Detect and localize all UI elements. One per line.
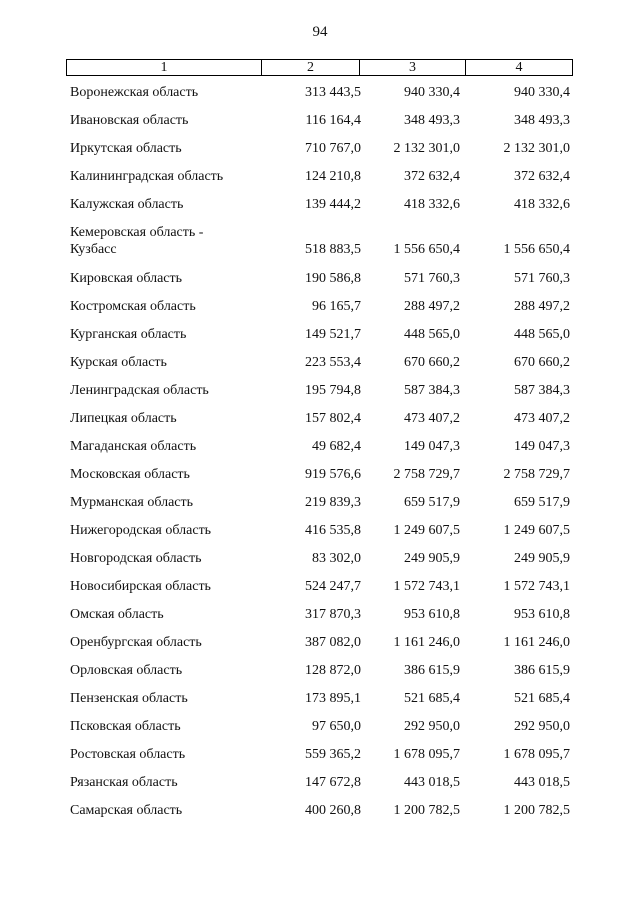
column-header-4: 4 — [515, 60, 523, 75]
column-3-value: 292 950,0 — [404, 719, 460, 734]
column-4-value: 149 047,3 — [514, 439, 570, 454]
column-4-value: 348 493,3 — [514, 113, 570, 128]
table-header — [66, 59, 573, 76]
column-3-value: 659 517,9 — [404, 495, 460, 510]
column-4-value: 443 018,5 — [514, 775, 570, 790]
region-name: Омская область — [70, 607, 164, 622]
column-2-value: 128 872,0 — [305, 663, 361, 678]
column-3-value: 2 758 729,7 — [393, 467, 460, 482]
column-4-value: 953 610,8 — [514, 607, 570, 622]
column-2-value: 173 895,1 — [305, 691, 361, 706]
region-name: Оренбургская область — [70, 635, 202, 650]
column-2-value: 317 870,3 — [305, 607, 361, 622]
column-3-value: 521 685,4 — [404, 691, 460, 706]
region-name: Ленинградская область — [70, 383, 209, 398]
region-name: Самарская область — [70, 803, 183, 818]
region-name: Курганская область — [70, 327, 187, 342]
column-3-value: 386 615,9 — [404, 663, 460, 678]
column-2-value: 219 839,3 — [305, 495, 361, 510]
column-2-value: 387 082,0 — [305, 635, 361, 650]
column-2-value: 524 247,7 — [305, 579, 361, 594]
column-2-value: 49 682,4 — [312, 439, 361, 454]
column-4-value: 571 760,3 — [514, 271, 570, 286]
column-2-value: 157 802,4 — [305, 411, 361, 426]
region-name: Иркутская область — [70, 141, 182, 156]
column-header-2: 2 — [262, 60, 360, 75]
region-name: Воронежская область — [70, 85, 199, 100]
column-4-value: 448 565,0 — [514, 327, 570, 342]
column-2-value: 400 260,8 — [305, 803, 361, 818]
column-2-value: 518 883,5 — [305, 242, 361, 257]
region-name-continued: Кузбасс — [70, 242, 117, 257]
column-4-value: 587 384,3 — [514, 383, 570, 398]
column-3-value: 443 018,5 — [404, 775, 460, 790]
column-2-value: 147 672,8 — [305, 775, 361, 790]
column-2-value: 559 365,2 — [305, 747, 361, 762]
column-2-value: 919 576,6 — [305, 467, 361, 482]
region-name: Новгородская область — [70, 551, 202, 566]
region-name: Ивановская область — [70, 113, 189, 128]
column-4-value: 1 556 650,4 — [503, 242, 570, 257]
column-4-value: 1 249 607,5 — [503, 523, 570, 538]
region-name: Псковская область — [70, 719, 181, 734]
column-2-value: 710 767,0 — [305, 141, 361, 156]
column-4-value: 1 161 246,0 — [503, 635, 570, 650]
region-name: Ростовская область — [70, 747, 186, 762]
region-name: Костромская область — [70, 299, 196, 314]
column-3-value: 348 493,3 — [404, 113, 460, 128]
region-name: Кировская область — [70, 271, 183, 286]
region-name: Рязанская область — [70, 775, 178, 790]
column-4-value: 386 615,9 — [514, 663, 570, 678]
column-3-value: 1 249 607,5 — [393, 523, 460, 538]
column-4-value: 2 758 729,7 — [503, 467, 570, 482]
column-2-value: 97 650,0 — [312, 719, 361, 734]
column-3-value: 249 905,9 — [404, 551, 460, 566]
region-name: Калининградская область — [70, 169, 224, 184]
column-3-value: 2 132 301,0 — [393, 141, 460, 156]
column-2-value: 416 535,8 — [305, 523, 361, 538]
column-4-value: 521 685,4 — [514, 691, 570, 706]
column-header-1: 1 — [67, 60, 262, 75]
column-2-value: 190 586,8 — [305, 271, 361, 286]
region-name: Московская область — [70, 467, 190, 482]
column-2-value: 313 443,5 — [305, 85, 361, 100]
column-4-value: 249 905,9 — [514, 551, 570, 566]
region-name: Пензенская область — [70, 691, 188, 706]
column-3-value: 418 332,6 — [404, 197, 460, 212]
column-3-value: 1 678 095,7 — [393, 747, 460, 762]
column-4-value: 670 660,2 — [514, 355, 570, 370]
column-4-value: 940 330,4 — [514, 85, 570, 100]
column-4-value: 372 632,4 — [514, 169, 570, 184]
column-4-value: 418 332,6 — [514, 197, 570, 212]
column-2-value: 83 302,0 — [312, 551, 361, 566]
column-3-value: 448 565,0 — [404, 327, 460, 342]
column-4-value: 1 572 743,1 — [503, 579, 570, 594]
region-name: Калужская область — [70, 197, 184, 212]
region-name: Нижегородская область — [70, 523, 212, 538]
column-header-3: 3 — [360, 60, 466, 75]
column-4-value: 1 678 095,7 — [503, 747, 570, 762]
column-2-value: 124 210,8 — [305, 169, 361, 184]
column-3-value: 1 200 782,5 — [393, 803, 460, 818]
column-3-value: 940 330,4 — [404, 85, 460, 100]
column-3-value: 1 572 743,1 — [393, 579, 460, 594]
column-3-value: 1 556 650,4 — [393, 242, 460, 257]
column-3-value: 587 384,3 — [404, 383, 460, 398]
region-name: Курская область — [70, 355, 167, 370]
column-4-value: 473 407,2 — [514, 411, 570, 426]
column-3-value: 571 760,3 — [404, 271, 460, 286]
region-name: Липецкая область — [70, 411, 177, 426]
column-3-value: 288 497,2 — [404, 299, 460, 314]
column-3-value: 149 047,3 — [404, 439, 460, 454]
column-2-value: 116 164,4 — [305, 113, 361, 128]
region-name: Кемеровская область - — [70, 225, 204, 240]
column-4-value: 1 200 782,5 — [503, 803, 570, 818]
column-2-value: 223 553,4 — [305, 355, 361, 370]
page-number: 94 — [312, 24, 328, 40]
region-name: Новосибирская область — [70, 579, 211, 594]
column-2-value: 139 444,2 — [305, 197, 361, 212]
column-4-value: 288 497,2 — [514, 299, 570, 314]
column-2-value: 96 165,7 — [312, 299, 361, 314]
region-name: Орловская область — [70, 663, 183, 678]
column-4-value: 659 517,9 — [514, 495, 570, 510]
column-2-value: 195 794,8 — [305, 383, 361, 398]
column-2-value: 149 521,7 — [305, 327, 361, 342]
column-4-value: 292 950,0 — [514, 719, 570, 734]
column-3-value: 473 407,2 — [404, 411, 460, 426]
column-3-value: 953 610,8 — [404, 607, 460, 622]
column-3-value: 372 632,4 — [404, 169, 460, 184]
column-3-value: 670 660,2 — [404, 355, 460, 370]
column-4-value: 2 132 301,0 — [503, 141, 570, 156]
region-name: Магаданская область — [70, 439, 197, 454]
region-name: Мурманская область — [70, 495, 194, 510]
column-3-value: 1 161 246,0 — [393, 635, 460, 650]
